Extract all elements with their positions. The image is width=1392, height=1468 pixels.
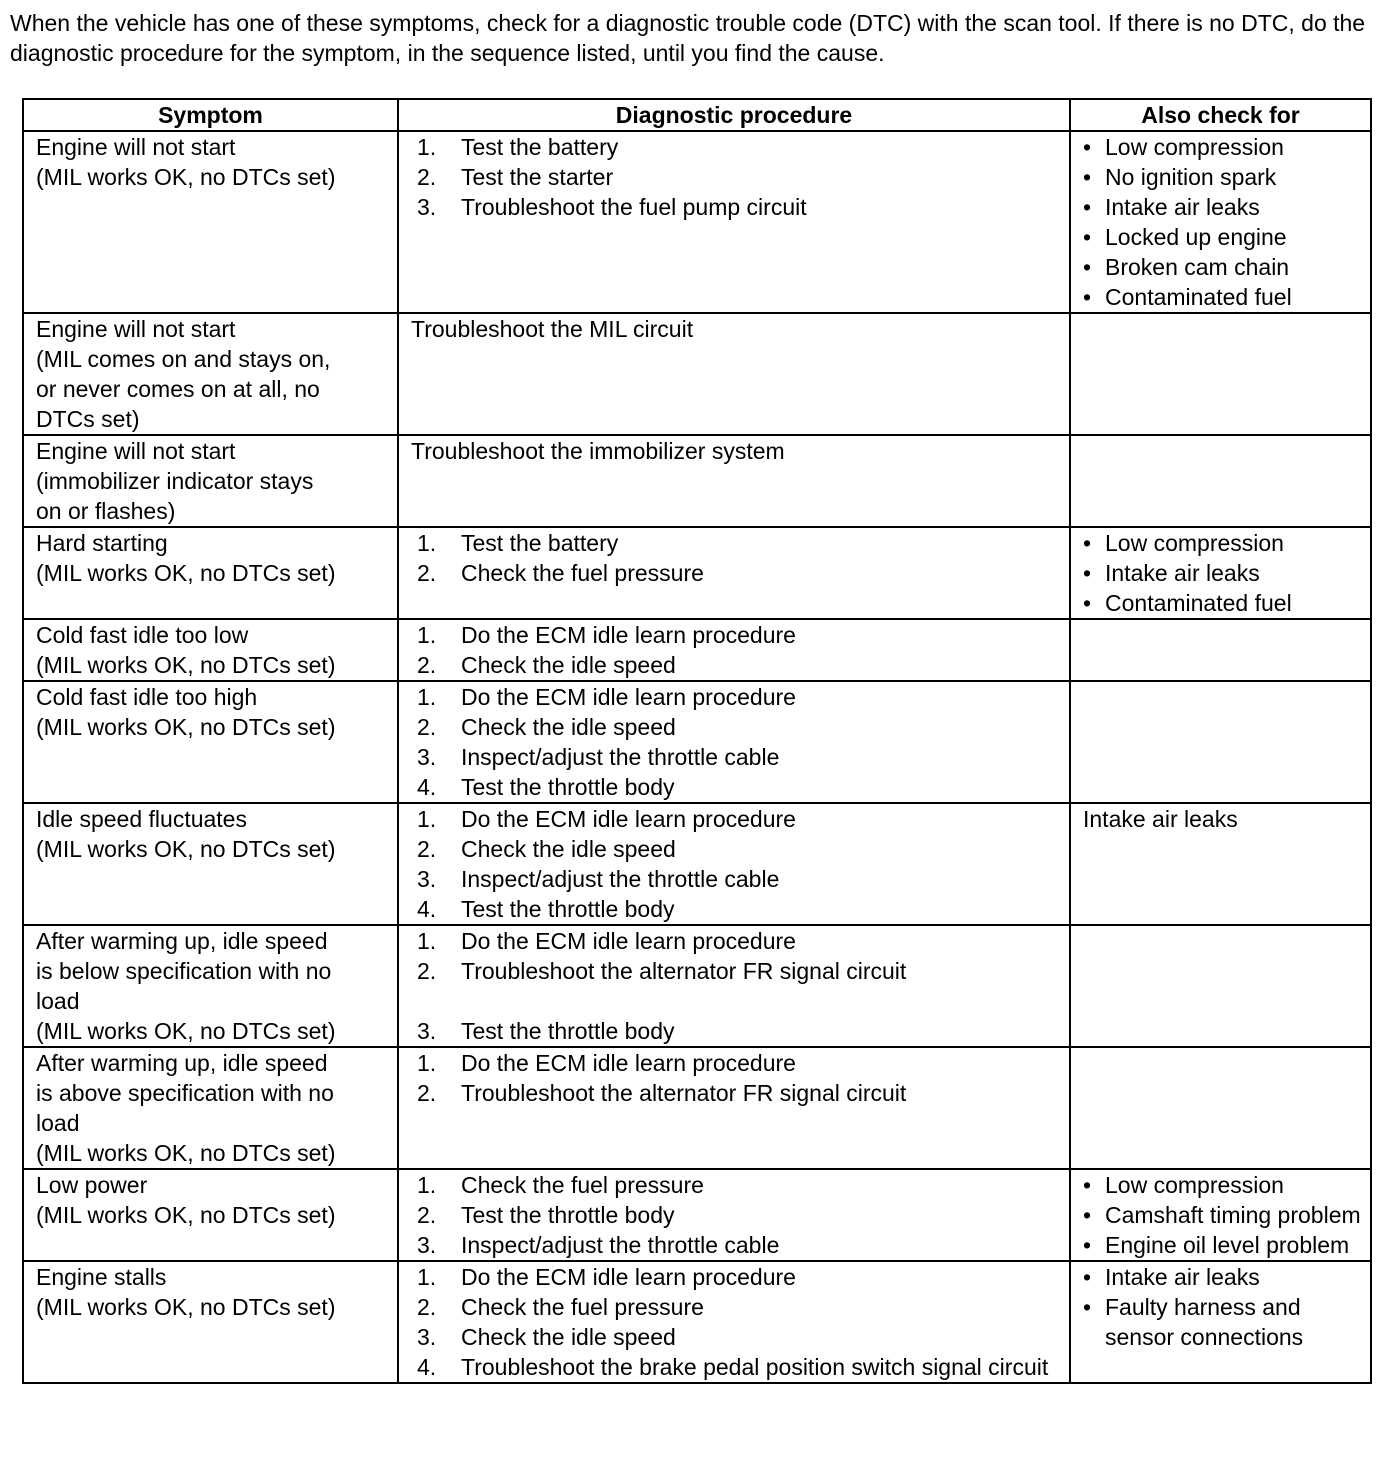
procedure-cell [398, 313, 1070, 435]
step-text: Do the ECM idle learn procedure [461, 1050, 796, 1076]
also-check-text: Low compression [1105, 1172, 1284, 1198]
procedure-step [411, 804, 1069, 834]
step-number: 2. [417, 560, 437, 586]
symptom-cell [23, 435, 398, 527]
also-check-cell [1070, 803, 1371, 925]
step-number: 1. [417, 928, 437, 954]
symptom-line: After warming up, idle speed [36, 928, 328, 954]
procedure-cell [398, 1169, 1070, 1261]
symptom-line: (MIL comes on and stays on, [36, 346, 331, 372]
procedure-step [411, 192, 1069, 222]
also-check-text: Locked up engine [1105, 224, 1287, 250]
step-text: Check the idle speed [461, 652, 676, 678]
step-text: Inspect/adjust the throttle cable [461, 866, 780, 892]
also-check-text: Intake air leaks [1105, 560, 1260, 586]
also-check-text: Low compression [1105, 134, 1284, 160]
step-number: 4. [417, 896, 437, 922]
procedure-step [411, 1016, 1069, 1046]
table-row [23, 619, 1371, 681]
bullet-dot-icon: • [1083, 1172, 1092, 1198]
also-check-text: Contaminated fuel [1105, 284, 1292, 310]
symptom-line: (MIL works OK, no DTCs set) [36, 164, 336, 190]
symptom-line: (MIL works OK, no DTCs set) [36, 836, 336, 862]
table-row [23, 527, 1371, 619]
also-check-item [1083, 132, 1370, 162]
header-symptom: Symptom [23, 99, 398, 131]
procedure-step [411, 894, 1069, 924]
table-row [23, 435, 1371, 527]
also-check-cell [1070, 925, 1371, 1047]
also-check-text: Intake air leaks [1105, 1264, 1260, 1290]
procedure-step [411, 834, 1069, 864]
also-check-text: Low compression [1105, 530, 1284, 556]
step-number: 2. [417, 836, 437, 862]
step-number: 2. [417, 1080, 437, 1106]
symptom-line: (MIL works OK, no DTCs set) [36, 1202, 336, 1228]
also-check-cell [1070, 527, 1371, 619]
step-number: 4. [417, 774, 437, 800]
step-number: 2. [417, 714, 437, 740]
step-text: Do the ECM idle learn procedure [461, 1264, 796, 1290]
also-check-item [1083, 162, 1370, 192]
procedure-text: Troubleshoot the MIL circuit [411, 316, 694, 342]
procedure-step [411, 162, 1069, 192]
also-check-text: Intake air leaks [1105, 194, 1260, 220]
step-number: 3. [417, 1232, 437, 1258]
step-text: Test the battery [461, 530, 619, 556]
step-number: 3. [417, 1324, 437, 1350]
step-text: Do the ECM idle learn procedure [461, 928, 796, 954]
procedure-text: Troubleshoot the immobilizer system [411, 438, 785, 464]
also-check-item [1083, 1200, 1370, 1230]
step-number: 1. [417, 684, 437, 710]
symptom-line: on or flashes) [36, 498, 176, 524]
procedure-step [411, 1292, 1069, 1322]
symptom-line: (MIL works OK, no DTCs set) [36, 652, 336, 678]
symptom-cell [23, 925, 398, 1047]
also-check-item [1083, 252, 1370, 282]
symptom-cell [23, 1261, 398, 1383]
step-text: Troubleshoot the brake pedal position switch signal circuit [461, 1354, 1049, 1380]
symptom-line: Engine will not start [36, 316, 236, 342]
symptom-cell [23, 619, 398, 681]
step-number: 1. [417, 1172, 437, 1198]
table-row [23, 1047, 1371, 1169]
step-number: 2. [417, 652, 437, 678]
procedure-step [411, 1262, 1069, 1292]
step-text: Troubleshoot the fuel pump circuit [461, 194, 807, 220]
symptom-line: Cold fast idle too high [36, 684, 258, 710]
symptom-line: Low power [36, 1172, 148, 1198]
also-check-item [1083, 558, 1370, 588]
table-row [23, 1169, 1371, 1261]
procedure-cell [398, 681, 1070, 803]
also-check-cell [1070, 1047, 1371, 1169]
step-text: Troubleshoot the alternator FR signal circuit [461, 1080, 907, 1106]
procedure-step [411, 772, 1069, 802]
step-number: 2. [417, 164, 437, 190]
step-text: Do the ECM idle learn procedure [461, 684, 796, 710]
symptom-cell [23, 527, 398, 619]
procedure-step [411, 1170, 1069, 1200]
step-text: Test the throttle body [461, 1018, 675, 1044]
symptom-line: load [36, 1110, 80, 1136]
also-check-item [1083, 1262, 1370, 1292]
symptom-line: (MIL works OK, no DTCs set) [36, 1018, 336, 1044]
table-row [23, 1261, 1371, 1383]
bullet-dot-icon: • [1083, 1202, 1092, 1228]
symptom-cell [23, 681, 398, 803]
step-text: Check the fuel pressure [461, 560, 704, 586]
step-text: Do the ECM idle learn procedure [461, 622, 796, 648]
bullet-dot-icon: • [1083, 590, 1092, 616]
symptom-line: Cold fast idle too low [36, 622, 249, 648]
also-check-cell [1070, 435, 1371, 527]
step-text: Inspect/adjust the throttle cable [461, 744, 780, 770]
also-check-cell [1070, 313, 1371, 435]
step-number: 3. [417, 744, 437, 770]
also-check-item [1083, 192, 1370, 222]
bullet-dot-icon: • [1083, 254, 1092, 280]
bullet-dot-icon: • [1083, 194, 1092, 220]
symptom-line: or never comes on at all, no [36, 376, 320, 402]
table-row [23, 681, 1371, 803]
step-text: Check the fuel pressure [461, 1172, 704, 1198]
step-text: Inspect/adjust the throttle cable [461, 1232, 780, 1258]
symptom-line: Idle speed fluctuates [36, 806, 247, 832]
procedure-step [411, 1078, 1069, 1108]
symptom-line: DTCs set) [36, 406, 140, 432]
spacer [411, 986, 1069, 1016]
procedure-step [411, 1048, 1069, 1078]
step-text: Check the idle speed [461, 836, 676, 862]
procedure-cell [398, 527, 1070, 619]
also-check-text: Contaminated fuel [1105, 590, 1292, 616]
bullet-dot-icon: • [1083, 1264, 1092, 1290]
bullet-dot-icon: • [1083, 164, 1092, 190]
step-number: 3. [417, 194, 437, 220]
procedure-cell [398, 925, 1070, 1047]
symptom-cell [23, 803, 398, 925]
also-check-item [1083, 588, 1370, 618]
symptom-line: Hard starting [36, 530, 168, 556]
symptom-line: (MIL works OK, no DTCs set) [36, 1140, 336, 1166]
bullet-dot-icon: • [1083, 1232, 1092, 1258]
also-check-cell [1070, 1261, 1371, 1383]
also-check-text: Camshaft timing problem [1105, 1202, 1361, 1228]
procedure-step [411, 132, 1069, 162]
also-check-text: Engine oil level problem [1105, 1232, 1350, 1258]
step-text: Check the idle speed [461, 1324, 676, 1350]
also-check-cell [1070, 619, 1371, 681]
step-number: 1. [417, 1050, 437, 1076]
symptom-cell [23, 1169, 398, 1261]
step-number: 2. [417, 958, 437, 984]
procedure-step [411, 620, 1069, 650]
also-check-cell [1070, 1169, 1371, 1261]
table-row [23, 803, 1371, 925]
procedure-step [411, 1230, 1069, 1260]
procedure-step [411, 650, 1069, 680]
symptom-line: Engine stalls [36, 1264, 167, 1290]
intro-paragraph: When the vehicle has one of these symptoms, check for a diagnostic trouble code (DTC) with the scan tool. If there is no DTC, do the diagnostic procedure for the symptom, in the sequence listed, until you find the cause. [10, 10, 1366, 66]
step-number: 2. [417, 1294, 437, 1320]
procedure-step [411, 682, 1069, 712]
symptom-line: (MIL works OK, no DTCs set) [36, 560, 336, 586]
procedure-step [411, 926, 1069, 956]
step-text: Troubleshoot the alternator FR signal circuit [461, 958, 907, 984]
procedure-step [411, 558, 1069, 588]
procedure-cell [398, 435, 1070, 527]
step-number: 1. [417, 134, 437, 160]
symptom-troubleshooting-table [22, 98, 1372, 1384]
procedure-cell [398, 1047, 1070, 1169]
symptom-line: After warming up, idle speed [36, 1050, 328, 1076]
procedure-step [411, 956, 1069, 986]
step-number: 4. [417, 1354, 437, 1380]
symptom-line: Engine will not start [36, 438, 236, 464]
also-check-item [1083, 222, 1370, 252]
step-text: Test the throttle body [461, 1202, 675, 1228]
symptom-line: is above specification with no [36, 1080, 334, 1106]
also-check-item [1083, 1170, 1370, 1200]
procedure-cell [398, 803, 1070, 925]
step-text: Check the idle speed [461, 714, 676, 740]
also-check-cell [1070, 131, 1371, 313]
also-check-item [1083, 1292, 1370, 1352]
also-check-text: Broken cam chain [1105, 254, 1290, 280]
procedure-step [411, 1200, 1069, 1230]
step-text: Test the battery [461, 134, 619, 160]
step-text: Test the throttle body [461, 896, 675, 922]
symptom-line: (immobilizer indicator stays [36, 468, 314, 494]
table-header-row [23, 99, 1371, 131]
table-row [23, 131, 1371, 313]
step-number: 3. [417, 866, 437, 892]
table-row [23, 313, 1371, 435]
step-text: Test the starter [461, 164, 614, 190]
bullet-dot-icon: • [1083, 284, 1092, 310]
symptom-cell [23, 1047, 398, 1169]
procedure-step [411, 1322, 1069, 1352]
procedure-step [411, 712, 1069, 742]
procedure-step [411, 1352, 1069, 1382]
step-text: Check the fuel pressure [461, 1294, 704, 1320]
bullet-dot-icon: • [1083, 530, 1092, 556]
bullet-dot-icon: • [1083, 560, 1092, 586]
step-number: 2. [417, 1202, 437, 1228]
symptom-line: load [36, 988, 80, 1014]
step-number: 1. [417, 622, 437, 648]
also-check-item [1083, 528, 1370, 558]
symptom-line: (MIL works OK, no DTCs set) [36, 714, 336, 740]
bullet-dot-icon: • [1083, 134, 1092, 160]
step-number: 1. [417, 1264, 437, 1290]
procedure-step [411, 528, 1069, 558]
header-also-check-for: Also check for [1070, 99, 1371, 131]
symptom-cell [23, 313, 398, 435]
step-number: 3. [417, 1018, 437, 1044]
procedure-cell [398, 1261, 1070, 1383]
symptom-line: (MIL works OK, no DTCs set) [36, 1294, 336, 1320]
symptom-line: Engine will not start [36, 134, 236, 160]
symptom-line: is below specification with no [36, 958, 332, 984]
procedure-step [411, 864, 1069, 894]
table-row [23, 925, 1371, 1047]
also-check-text: Faulty harness and sensor connections [1105, 1294, 1304, 1350]
symptom-cell [23, 131, 398, 313]
step-text: Do the ECM idle learn procedure [461, 806, 796, 832]
procedure-cell [398, 131, 1070, 313]
procedure-cell [398, 619, 1070, 681]
bullet-dot-icon: • [1083, 224, 1092, 250]
also-check-item [1083, 282, 1370, 312]
bullet-dot-icon: • [1083, 1294, 1092, 1320]
also-check-text: No ignition spark [1105, 164, 1277, 190]
procedure-step [411, 742, 1069, 772]
step-text: Test the throttle body [461, 774, 675, 800]
also-check-text: Intake air leaks [1083, 806, 1238, 832]
step-number: 1. [417, 806, 437, 832]
step-number: 1. [417, 530, 437, 556]
also-check-cell [1070, 681, 1371, 803]
header-diagnostic-procedure: Diagnostic procedure [398, 99, 1070, 131]
also-check-item [1083, 1230, 1370, 1260]
